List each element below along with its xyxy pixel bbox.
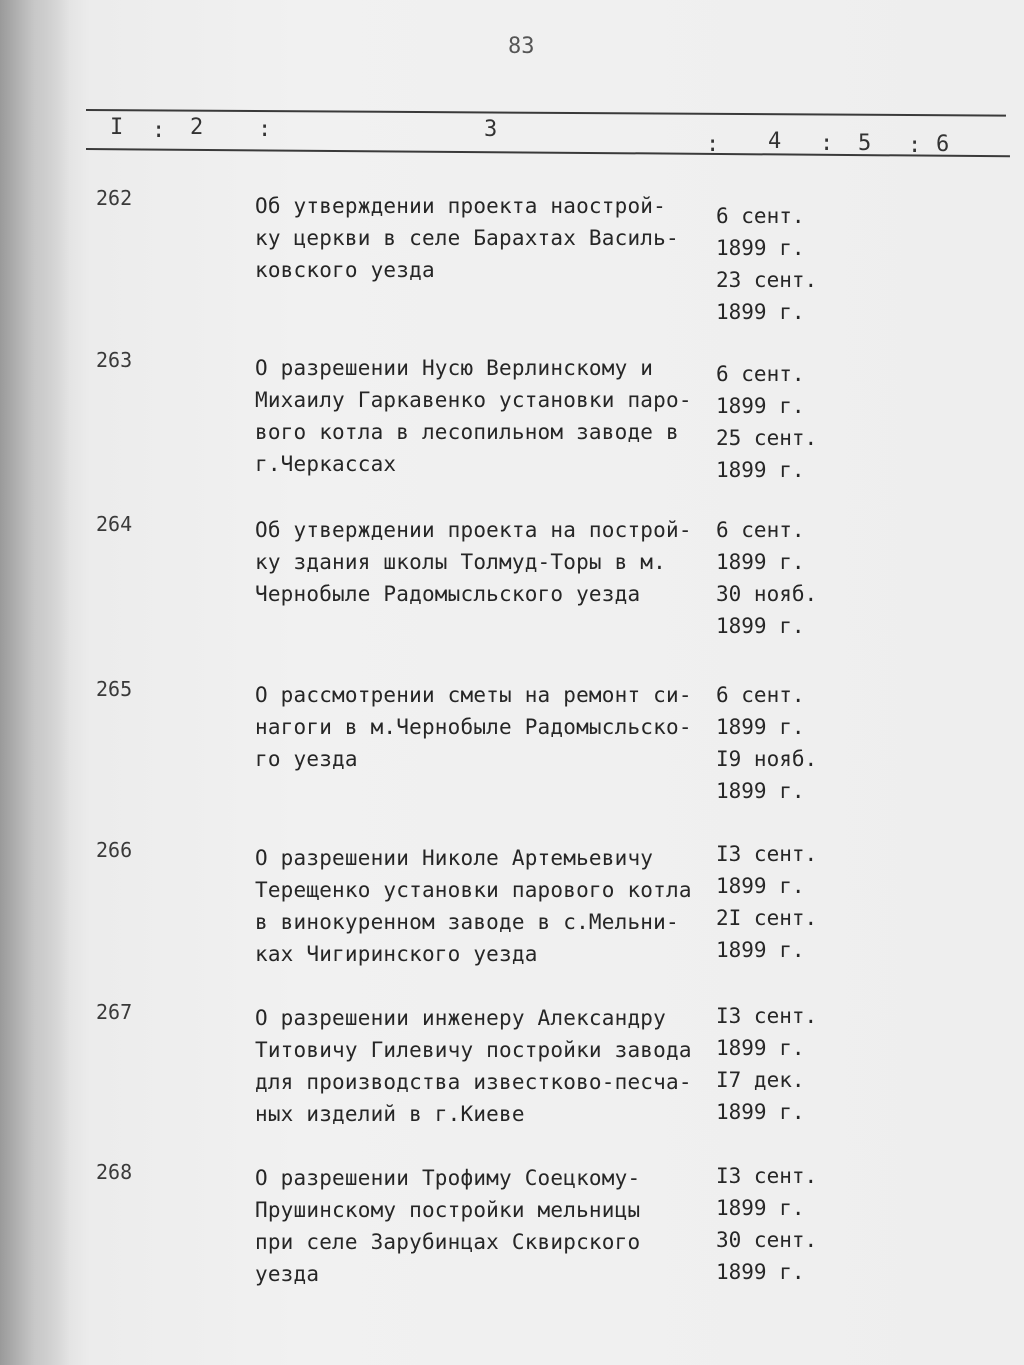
entry-dates [716, 200, 836, 328]
table-header-rule [86, 148, 1010, 157]
column-separator: : [152, 118, 166, 143]
description-line: ковского уезда [255, 258, 435, 282]
date-line: 6 сент. [716, 362, 805, 386]
description-line: Об утверждении проекта на построй- [255, 518, 692, 542]
date-line: 1899 г. [716, 1260, 805, 1284]
entry-description [255, 1002, 725, 1130]
description-line: О рассмотрении сметы на ремонт си- [255, 683, 692, 707]
entry-description [255, 190, 725, 286]
date-line: 23 сент. [716, 268, 818, 292]
entry-number: 262 [96, 186, 133, 210]
entry-number: 266 [96, 838, 133, 862]
page-number: 83 [508, 34, 535, 59]
description-line: го уезда [255, 747, 358, 771]
entry-description [255, 679, 725, 775]
date-line: I7 дек. [716, 1068, 805, 1092]
entry-dates [716, 679, 836, 807]
entry-dates [716, 514, 836, 642]
description-line: нагоги в м.Чернобыле Радомысльско- [255, 715, 692, 739]
date-line: 1899 г. [716, 1100, 805, 1124]
date-line: 25 сент. [716, 426, 818, 450]
entry-dates [716, 1160, 836, 1288]
description-line: при селе Зарубинцах Сквирского [255, 1230, 641, 1254]
column-header: 2 [190, 115, 204, 140]
description-line: ку церкви в селе Барахтах Василь- [255, 226, 679, 250]
column-header: 6 [936, 132, 950, 157]
date-line: 6 сент. [716, 204, 805, 228]
description-line: Терещенко установки парового котла [255, 878, 692, 902]
date-line: 6 сент. [716, 683, 805, 707]
description-line: Титовичу Гилевичу постройки завода [255, 1038, 692, 1062]
entry-dates [716, 838, 836, 966]
date-line: 1899 г. [716, 874, 805, 898]
entry-number: 264 [96, 512, 133, 536]
description-line: уезда [255, 1262, 320, 1286]
table-top-rule [86, 109, 1006, 117]
date-line: I3 сент. [716, 1004, 818, 1028]
description-line: для производства известково-песча- [255, 1070, 692, 1094]
entry-dates [716, 1000, 836, 1128]
entry-number: 263 [96, 348, 133, 372]
entry-number: 267 [96, 1000, 133, 1024]
date-line: 30 нояб. [716, 582, 818, 606]
description-line: Чернобыле Радомысльского уезда [255, 582, 641, 606]
description-line: Прушинскому постройки мельницы [255, 1198, 641, 1222]
entry-number: 265 [96, 677, 133, 701]
date-line: 1899 г. [716, 938, 805, 962]
column-header: 4 [768, 129, 782, 154]
date-line: 1899 г. [716, 394, 805, 418]
date-line: 1899 г. [716, 614, 805, 638]
date-line: 1899 г. [716, 715, 805, 739]
description-line: Михаилу Гаркавенко установки паро- [255, 388, 692, 412]
date-line: 30 сент. [716, 1228, 818, 1252]
date-line: 6 сент. [716, 518, 805, 542]
date-line: I3 сент. [716, 842, 818, 866]
column-header: I [110, 115, 124, 140]
entry-description [255, 1162, 725, 1290]
entry-description [255, 514, 725, 610]
column-separator: : [706, 132, 720, 157]
entry-number: 268 [96, 1160, 133, 1184]
date-line: 1899 г. [716, 1196, 805, 1220]
description-line: О разрешении инженеру Александру [255, 1006, 666, 1030]
column-separator: : [820, 131, 834, 156]
book-binding-shadow [0, 0, 70, 1365]
description-line: О разрешении Трофиму Соецкому- [255, 1166, 641, 1190]
date-line: 1899 г. [716, 300, 805, 324]
date-line: I3 сент. [716, 1164, 818, 1188]
description-line: г.Черкассах [255, 452, 397, 476]
description-line: ках Чигиринского уезда [255, 942, 538, 966]
description-line: Об утверждении проекта наострой- [255, 194, 666, 218]
date-line: 1899 г. [716, 236, 805, 260]
entry-description [255, 352, 725, 480]
description-line: О разрешении Николе Артемьевичу [255, 846, 654, 870]
date-line: 1899 г. [716, 550, 805, 574]
entry-description [255, 842, 725, 970]
date-line: 1899 г. [716, 458, 805, 482]
description-line: вого котла в лесопильном заводе в [255, 420, 679, 444]
description-line: ку здания школы Толмуд-Торы в м. [255, 550, 666, 574]
bleed-through-mark [918, 372, 1008, 442]
column-header: 3 [484, 117, 498, 142]
column-header: 5 [858, 131, 872, 156]
entry-dates [716, 358, 836, 486]
date-line: I9 нояб. [716, 747, 818, 771]
column-separator: : [908, 133, 922, 158]
date-line: 1899 г. [716, 1036, 805, 1060]
date-line: 2I сент. [716, 906, 818, 930]
column-separator: : [258, 117, 272, 142]
description-line: ных изделий в г.Киеве [255, 1102, 525, 1126]
date-line: 1899 г. [716, 779, 805, 803]
description-line: О разрешении Нусю Верлинскому и [255, 356, 654, 380]
description-line: в винокуренном заводе в с.Мельни- [255, 910, 679, 934]
